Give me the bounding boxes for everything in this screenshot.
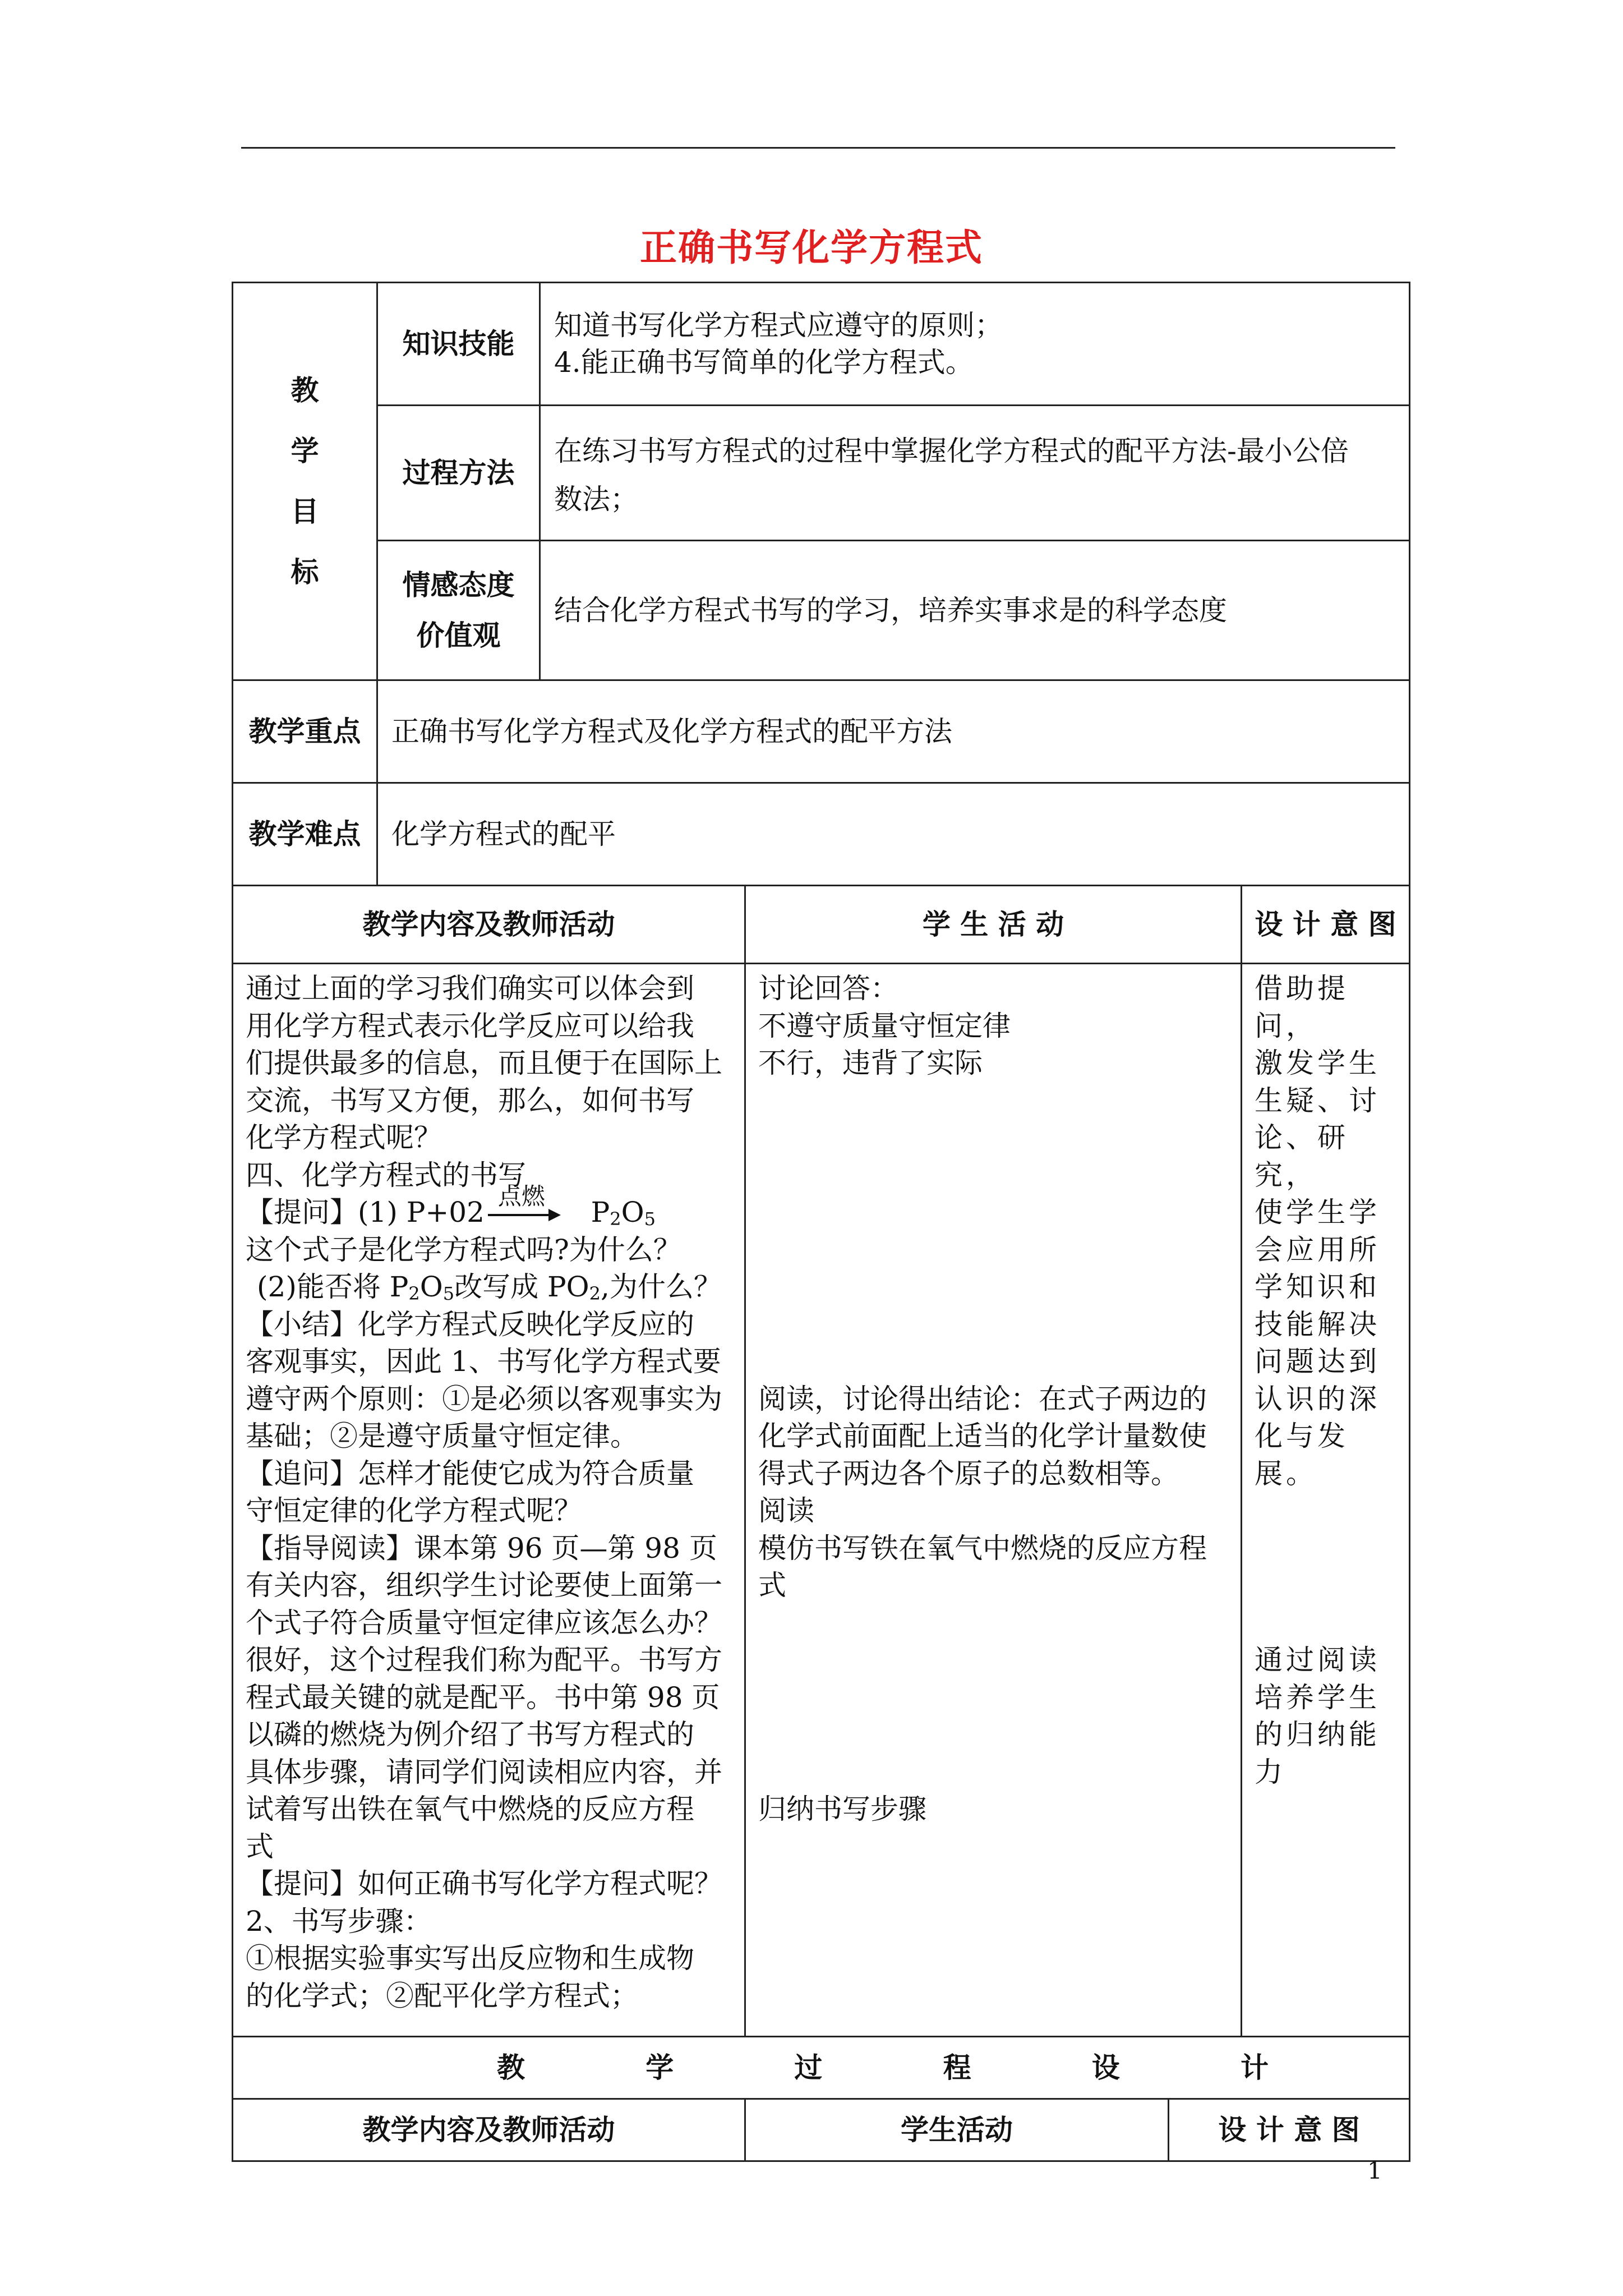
objective-text-process: 在练习书写方程式的过程中掌握化学方程式的配平方法-最小公倍 数法； [540,406,1410,541]
arrow-condition-label: 点燃 [497,1182,545,1210]
column-header-student: 学 生 活 动 [745,886,1242,964]
page-number: 1 [1367,2157,1382,2184]
page-title: 正确书写化学方程式 [640,226,983,269]
objective-category-attitude: 情感态度 价值观 [377,541,540,680]
objective-category-knowledge: 知识技能 [377,283,540,406]
difficulty-value: 化学方程式的配平 [377,783,1410,886]
teacher-activity-cell: 通过上面的学习我们确实可以体会到 用化学方程式表示化学反应可以给我 们提供最多的信息，而且便于在国际上 交流，书写又方便，那么，如何书写 化学方程式呢？ 四、化学方程式的书写 【提问】(1) P+02 点燃 $P_2O_5$ 这个式子是化学方程式吗?为什么？ (2)能否将 $P_2O_5$改写成 $PO_2$,为什么？ 【小结】化学方程式反映化学反应的 客观事实，因此 1、书写化学方程式要 遵守两个原则：①是必须以客观事实为 基础；②是遵守质量守恒定律。 【追问】怎样才能使它成为符合质量 守恒定律的化学方程式呢？ 【指导阅读】课本第 96 页—第 98 页 有关内容，组织学生讨论要使上面第一 个式子符合质量守恒定律应该怎么办？ 很好，这个过程我们称为配平。书写方 程式最关键的就是配平。书中第 98 页 以磷的燃烧为例介绍了书写方程式的 具体步骤，请同学们阅读相应内容，并 试着写出铁在氧气中燃烧的反应方程 式 【提问】如何正确书写化学方程式呢？ 2、书写步骤： ①根据实验事实写出反应物和生成物 的化学式；②配平化学方程式； [233,964,745,2037]
objective-text-knowledge: 知道书写化学方程式应遵守的原则； 4.能正确书写简单的化学方程式。 [540,283,1410,406]
key-point-value: 正确书写化学方程式及化学方程式的配平方法 [377,680,1410,783]
design-intent-cell: 借助提问， 激发学生 生疑、讨 论、研究， 使学生学 会应用所 学知识和 技能解决 问题达到 认识的深 化与发展。 通过阅读 培养学生 的归纳能 力 [1242,964,1410,2037]
bottom-header-table [232,2098,1410,2162]
bottom-header-teacher: 教学内容及教师活动 [233,2099,745,2161]
objective-text-attitude: 结合化学方程式书写的学习，培养实事求是的科学态度 [540,541,1410,680]
header-rule [241,147,1395,149]
column-header-teacher: 教学内容及教师活动 [233,886,745,964]
bottom-header-student: 学生活动 [745,2099,1169,2161]
bottom-header-intent: 设 计 意 图 [1169,2099,1410,2161]
activities-table [232,885,1410,2037]
lesson-plan-table [232,282,1410,2162]
column-header-intent: 设 计 意 图 [1242,886,1410,964]
difficulty-label: 教学难点 [233,783,377,886]
student-activity-cell: 讨论回答： 不遵守质量守恒定律 不行，违背了实际 阅读，讨论得出结论：在式子两边的 化学式前面配上适当的化学计量数使 得式子两边各个原子的总数相等。 阅读 模仿书写铁在氧气中燃烧的反应方程 式 归纳书写步骤 [745,964,1242,2037]
reaction-arrow [488,1182,561,1225]
objectives-label: 教 学 目 标 [233,283,377,680]
equation-line: 【提问】(1) P+02 点燃 $P_2O_5$ [246,1182,656,1230]
question-two-line: (2)能否将 $P_2O_5$改写成 $PO_2$,为什么？ [257,1271,722,1304]
objectives-table [232,282,1410,681]
process-design-band: 教 学 过 程 设 计 [233,2037,1410,2099]
focus-table [232,679,1410,886]
objective-category-process: 过程方法 [377,406,540,541]
process-band-table [232,2036,1410,2100]
key-point-label: 教学重点 [233,680,377,783]
